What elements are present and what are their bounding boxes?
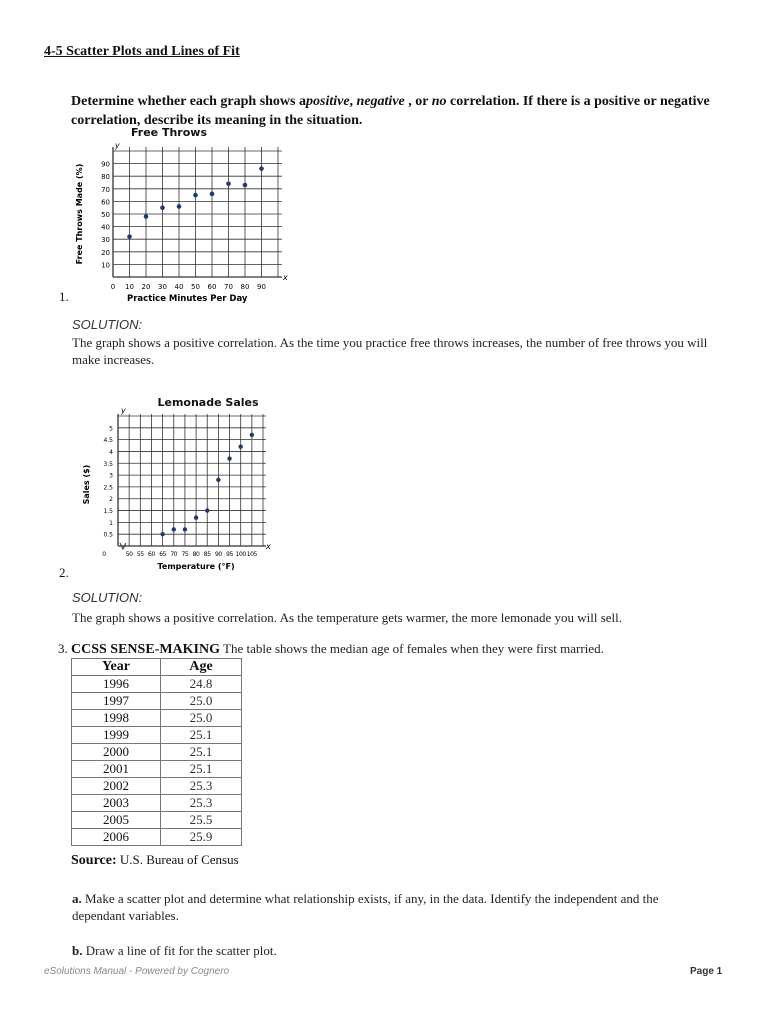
part-a [72, 890, 712, 924]
y-tick-label: 50 [101, 211, 110, 219]
x-tick-label: 70 [224, 283, 233, 291]
table-row [72, 795, 242, 812]
x-axis-letter: x [283, 273, 288, 282]
x-axis-letter: x [266, 542, 271, 551]
chart2-svg [78, 394, 278, 579]
y-axis-letter: y [121, 406, 126, 415]
y-tick-label: 2 [109, 496, 113, 504]
data-point [127, 234, 132, 239]
y-tick-label: 20 [101, 248, 110, 257]
problem1-number: 1. [59, 289, 69, 304]
x-tick-label: 80 [192, 551, 200, 558]
data-point [210, 192, 215, 197]
table-cell-year: 2006 [72, 829, 161, 846]
source-label: Source: [71, 853, 117, 868]
x-tick-label: 90 [257, 283, 266, 291]
table-header-row [72, 659, 242, 676]
problem3-intro: The table shows the median age of females when they were first married. [223, 641, 604, 656]
data-point [177, 204, 182, 209]
table-cell-year: 1996 [72, 676, 161, 693]
x-tick-label: 80 [240, 283, 250, 291]
data-point [160, 532, 164, 536]
x-axis-label: Temperature (°F) [157, 562, 235, 571]
y-tick-label: 30 [101, 236, 110, 245]
problem3-number: 3. [58, 641, 68, 656]
y-tick-label: 3.5 [103, 460, 113, 468]
y-tick-label: 80 [101, 173, 110, 182]
y-tick-label: 1 [109, 519, 113, 527]
data-point [144, 214, 149, 219]
y-tick-label: 40 [101, 223, 110, 232]
table-cell-age: 25.1 [161, 761, 242, 778]
footer-page-number: Page 1 [690, 966, 723, 977]
x-tick-label: 95 [226, 551, 233, 558]
table-row [72, 693, 242, 710]
x-tick-label: 85 [203, 551, 211, 558]
instructions-positive: positive [306, 94, 350, 109]
y-tick-label: 1.5 [103, 508, 113, 516]
y-tick-label: 3 [109, 472, 113, 480]
table-cell-age: 25.9 [161, 829, 242, 846]
table-row [72, 727, 242, 744]
source-text: U.S. Bureau of Census [119, 852, 239, 867]
instructions-no: no [431, 94, 447, 109]
table-header-age: Age [161, 659, 242, 676]
part-b [72, 942, 277, 959]
x-tick-label: 100 [235, 551, 246, 558]
instructions-sep2: , or [408, 94, 429, 109]
table-header-year: Year [72, 659, 161, 676]
y-tick-label: 90 [101, 160, 110, 169]
data-point [205, 508, 209, 512]
x-tick-label: 75 [181, 551, 189, 558]
part-b-text: Draw a line of fit for the scatter plot. [85, 943, 277, 958]
lemonade-chart [78, 394, 278, 579]
x-tick-label: 105 [246, 551, 257, 558]
table-cell-age: 25.0 [161, 693, 242, 710]
table-body [72, 676, 242, 846]
y-tick-label: 70 [101, 185, 110, 194]
x-tick-label: 40 [174, 283, 184, 291]
table-row [72, 710, 242, 727]
data-point [226, 181, 231, 186]
problem1-solution-text: The graph shows a positive correlation. As the time you practice free throws increases, the number of free throws you will make increases. [72, 335, 708, 367]
table-cell-year: 2000 [72, 744, 161, 761]
data-point [216, 478, 220, 482]
x-axis-label: Practice Minutes Per Day [127, 294, 248, 304]
x-tick-label: 10 [125, 283, 134, 291]
y-tick-label: 4.5 [103, 437, 113, 445]
table-row [72, 812, 242, 829]
y-tick-label: 0.5 [103, 531, 113, 539]
footer-left: eSolutions Manual - Powered by Cognero [44, 966, 230, 977]
problem2-solution-text: The graph shows a positive correlation. As the temperature gets warmer, the more lemonade you will sell. [72, 610, 623, 625]
page-title: 4-5 Scatter Plots and Lines of Fit [44, 44, 240, 59]
table-cell-age: 25.1 [161, 744, 242, 761]
instructions-negative: negative [356, 94, 405, 109]
y-tick-label: 5 [109, 425, 113, 433]
y-axis-label: Free Throws Made (%) [75, 163, 84, 265]
source-line [71, 852, 239, 869]
chart1-title: Free Throws [130, 126, 207, 139]
y-tick-label: 60 [101, 198, 110, 207]
y-tick-label: 2.5 [103, 484, 113, 492]
table-cell-year: 2002 [72, 778, 161, 795]
instructions-sep1: , [349, 94, 354, 109]
table-cell-age: 25.3 [161, 795, 242, 812]
y-axis-letter: y [115, 141, 120, 150]
y-tick-label: 10 [101, 261, 110, 270]
x-tick-label: 50 [191, 283, 200, 291]
data-point [243, 183, 248, 188]
data-point [183, 527, 187, 531]
y-axis-label: Sales ($) [82, 464, 91, 505]
data-point [160, 205, 165, 210]
x-tick-label: 65 [159, 551, 167, 558]
table-cell-age: 25.5 [161, 812, 242, 829]
part-a-text: Make a scatter plot and determine what relationship exists, if any, in the data. Identify the independent and the dependant variables. [72, 891, 659, 923]
x-tick-label: 55 [136, 551, 144, 558]
table-cell-age: 25.3 [161, 778, 242, 795]
table-row [72, 761, 242, 778]
problem1-solution-label: SOLUTION: [72, 317, 143, 332]
data-point [250, 433, 254, 437]
x-tick-label: 20 [141, 283, 151, 291]
table-cell-year: 2005 [72, 812, 161, 829]
data-point [227, 456, 231, 460]
x-tick-label: 30 [158, 283, 167, 291]
chart2-title: Lemonade Sales [157, 396, 259, 409]
table-cell-year: 1999 [72, 727, 161, 744]
instructions-part1: Determine whether each graph shows a [71, 94, 306, 109]
problem2-number: 2. [59, 565, 69, 580]
data-point [194, 515, 198, 519]
x-tick-label: 70 [170, 551, 178, 558]
free-throws-chart [60, 125, 288, 305]
table-row [72, 744, 242, 761]
table-cell-year: 1998 [72, 710, 161, 727]
data-point [193, 193, 198, 198]
problem3-header [58, 641, 604, 658]
x-tick-label: 50 [125, 551, 133, 558]
data-point [172, 527, 176, 531]
part-a-label: a. [72, 891, 82, 906]
x-tick-label: 0 [110, 283, 116, 291]
instructions-part2: correlation. If there is a positive or negative correlation, describe its meaning in the situation. [71, 94, 710, 128]
data-point [238, 445, 242, 449]
x-tick-label: 60 [148, 551, 155, 558]
table-cell-age: 25.0 [161, 710, 242, 727]
table-cell-year: 2003 [72, 795, 161, 812]
table-row [72, 829, 242, 846]
table-cell-year: 2001 [72, 761, 161, 778]
x-tick-label: 60 [207, 283, 217, 291]
chart1-svg [60, 125, 288, 305]
x-tick-label: 90 [214, 551, 222, 558]
part-b-label: b. [72, 943, 83, 958]
data-point [259, 166, 264, 171]
table-cell-age: 24.8 [161, 676, 242, 693]
table-row [72, 676, 242, 693]
table-cell-year: 1997 [72, 693, 161, 710]
table-row [72, 778, 242, 795]
problem2-solution-label: SOLUTION: [72, 590, 143, 605]
table-cell-age: 25.1 [161, 727, 242, 744]
y-tick-label: 4 [109, 448, 113, 456]
problem3-heading: CCSS SENSE-MAKING [71, 642, 220, 657]
marriage-age-table [71, 658, 242, 846]
x-tick-label: 0 [102, 551, 106, 558]
